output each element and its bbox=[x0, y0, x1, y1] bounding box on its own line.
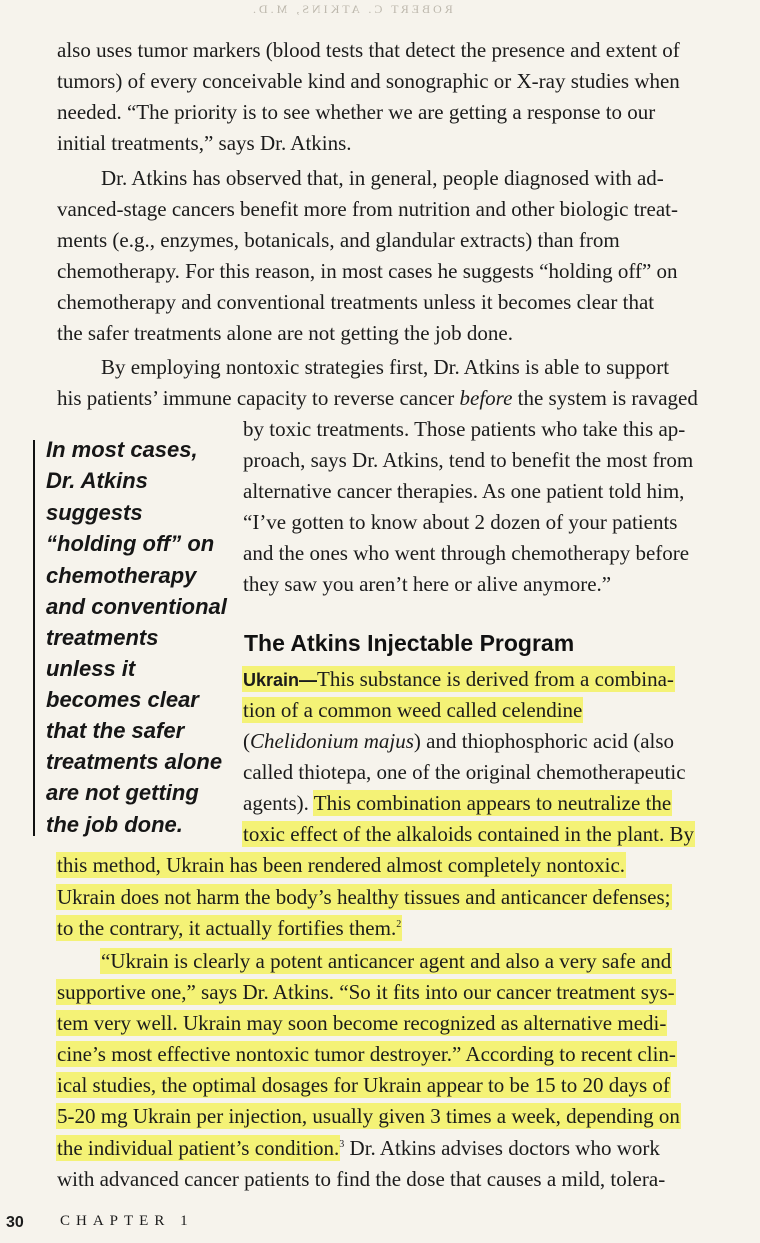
footnote-ref: 3 bbox=[339, 1139, 345, 1150]
pull-quote-line: and conventional bbox=[46, 594, 227, 619]
body-line bbox=[57, 977, 675, 1007]
text-run: This substance is derived from a combina- bbox=[317, 667, 674, 691]
highlighted-text: this method, Ukrain has been rendered almost completely nontoxic. bbox=[57, 853, 626, 877]
highlighted-text: 5-20 mg Ukrain per injection, usually given 3 times a week, depending on bbox=[57, 1104, 680, 1128]
run-in-term: Ukrain— bbox=[243, 670, 318, 690]
body-line: chemotherapy. For this reason, in most cases he suggests “holding off” on bbox=[57, 259, 678, 283]
highlighted-text: cine’s most effective nontoxic tumor destroyer.” According to recent clin- bbox=[57, 1042, 676, 1066]
pull-quote-line: unless it bbox=[46, 656, 136, 681]
pull-quote-rule bbox=[33, 440, 35, 836]
page-number: 30 bbox=[6, 1214, 24, 1231]
body-line bbox=[57, 882, 671, 912]
body-line: proach, says Dr. Atkins, tend to benefit the most from bbox=[243, 448, 694, 472]
text-run: ( bbox=[243, 729, 250, 753]
text-run: his patients’ immune capacity to reverse cancer bbox=[57, 386, 460, 410]
pull-quote-line: are not getting bbox=[46, 780, 199, 805]
body-line: by toxic treatments. Those patients who take this ap- bbox=[243, 417, 686, 441]
body-line: vanced-stage cancers benefit more from nutrition and other biologic treat- bbox=[57, 197, 678, 221]
pull-quote-line: In most cases, bbox=[46, 437, 198, 462]
highlighted-text: toxic effect of the alkaloids contained in the plant. By bbox=[243, 822, 694, 846]
pull-quote-line: treatments alone bbox=[46, 749, 223, 774]
emphasis: Chelidonium majus bbox=[250, 729, 414, 753]
highlighted-text: ical studies, the optimal dosages for Ukrain appear to be 15 to 20 days of bbox=[57, 1073, 670, 1097]
body-line: with advanced cancer patients to find the dose that causes a mild, tolera- bbox=[57, 1167, 666, 1191]
body-line: needed. “The priority is to see whether we are getting a response to our bbox=[57, 100, 656, 124]
text-run: ) and thiophosphoric acid (also bbox=[413, 729, 675, 753]
text-run: the system is ravaged bbox=[512, 386, 698, 410]
text-run: agents). bbox=[243, 791, 314, 815]
show-through-running-head: ROBERT C. ATKINS, M.D. bbox=[250, 2, 453, 16]
body-line bbox=[243, 788, 671, 818]
body-line bbox=[57, 1039, 676, 1069]
body-line: also uses tumor markers (blood tests that detect the presence and extent of bbox=[57, 38, 680, 62]
highlighted-text: tion of a common weed called celendine bbox=[243, 698, 583, 722]
highlighted-text: Ukrain does not harm the body’s healthy tissues and anticancer defenses; bbox=[57, 885, 671, 909]
body-line: chemotherapy and conventional treatments unless it becomes clear that bbox=[57, 290, 655, 314]
body-line bbox=[57, 1008, 666, 1038]
pull-quote-line: Dr. Atkins bbox=[46, 468, 148, 493]
highlighted-text: supportive one,” says Dr. Atkins. “So it fits into our cancer treatment sys- bbox=[57, 980, 675, 1004]
body-line: ments (e.g., enzymes, botanicals, and glandular extracts) than from bbox=[57, 228, 620, 252]
highlighted-text: the individual patient’s condition. bbox=[57, 1136, 340, 1160]
body-line bbox=[243, 695, 582, 725]
body-line: the safer treatments alone are not getting the job done. bbox=[57, 321, 514, 345]
pull-quote-line: becomes clear bbox=[46, 687, 199, 712]
highlighted-text: “Ukrain is clearly a potent anticancer agent and also a very safe and bbox=[101, 949, 672, 973]
body-line bbox=[101, 946, 671, 976]
highlighted-text: This combination appears to neutralize the bbox=[313, 791, 672, 815]
body-line: By employing nontoxic strategies first, Dr. Atkins is able to support bbox=[101, 355, 670, 379]
body-line bbox=[243, 819, 694, 849]
body-line: and the ones who went through chemotherapy before bbox=[243, 541, 690, 565]
body-line: called thiotepa, one of the original chemotherapeutic bbox=[243, 760, 686, 784]
highlighted-text bbox=[243, 667, 674, 691]
body-line: Dr. Atkins has observed that, in general, people diagnosed with ad- bbox=[101, 166, 664, 190]
body-line bbox=[57, 1133, 660, 1163]
body-line: tumors) of every conceivable kind and sonographic or X-ray studies when bbox=[57, 69, 680, 93]
text-run: to the contrary, it actually fortifies them. bbox=[57, 916, 397, 940]
body-line bbox=[57, 383, 698, 413]
text-run: Dr. Atkins advises doctors who work bbox=[344, 1136, 660, 1160]
body-line bbox=[243, 726, 674, 756]
pull-quote-line: treatments bbox=[46, 625, 159, 650]
body-line bbox=[57, 913, 401, 943]
body-line bbox=[57, 850, 625, 880]
section-heading: The Atkins Injectable Program bbox=[244, 630, 575, 656]
body-line: “I’ve gotten to know about 2 dozen of your patients bbox=[243, 510, 678, 534]
chapter-label: CHAPTER 1 bbox=[60, 1213, 194, 1229]
body-line: they saw you aren’t here or alive anymore.” bbox=[243, 572, 612, 596]
pull-quote-line: chemotherapy bbox=[46, 563, 197, 588]
pull-quote-line: that the safer bbox=[46, 718, 185, 743]
footnote-ref: 2 bbox=[396, 919, 402, 930]
body-line: initial treatments,” says Dr. Atkins. bbox=[57, 131, 352, 155]
emphasis: before bbox=[459, 386, 513, 410]
pull-quote-line: the job done. bbox=[46, 812, 183, 837]
highlighted-text bbox=[57, 916, 401, 940]
body-line: alternative cancer therapies. As one patient told him, bbox=[243, 479, 685, 503]
body-line bbox=[57, 1070, 670, 1100]
body-line bbox=[57, 1101, 680, 1131]
body-line bbox=[243, 664, 674, 695]
pull-quote-line: suggests bbox=[46, 500, 143, 525]
pull-quote-line: “holding off” on bbox=[46, 531, 215, 556]
highlighted-text: tem very well. Ukrain may soon become recognized as alternative medi- bbox=[57, 1011, 667, 1035]
